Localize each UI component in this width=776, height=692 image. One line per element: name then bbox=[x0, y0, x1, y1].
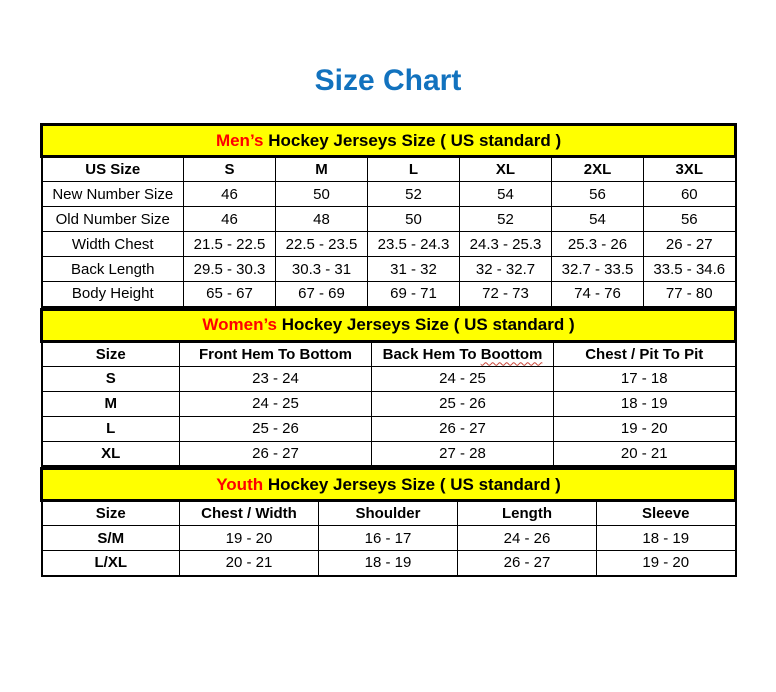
value-cell: 19 - 20 bbox=[180, 526, 319, 551]
value-cell: 18 - 19 bbox=[319, 551, 458, 576]
table-row bbox=[42, 207, 736, 232]
value-cell: 18 - 19 bbox=[554, 391, 736, 416]
column-header: Size bbox=[42, 501, 180, 526]
mens-size-table bbox=[40, 123, 737, 308]
row-label: S bbox=[42, 366, 180, 391]
value-cell: 52 bbox=[460, 207, 552, 232]
value-cell: 77 - 80 bbox=[644, 282, 736, 307]
value-cell: 26 - 27 bbox=[180, 441, 372, 466]
section-band bbox=[42, 309, 736, 341]
value-cell: 29.5 - 30.3 bbox=[184, 257, 276, 282]
column-header: L bbox=[368, 157, 460, 182]
value-cell: 32 - 32.7 bbox=[460, 257, 552, 282]
value-cell: 50 bbox=[276, 182, 368, 207]
value-cell: 20 - 21 bbox=[554, 441, 736, 466]
mens-size-section bbox=[40, 123, 734, 308]
column-header: US Size bbox=[42, 157, 184, 182]
value-cell: 17 - 18 bbox=[554, 366, 736, 391]
value-cell: 30.3 - 31 bbox=[276, 257, 368, 282]
column-header: Size bbox=[42, 341, 180, 366]
row-label: XL bbox=[42, 441, 180, 466]
value-cell: 25 - 26 bbox=[180, 416, 372, 441]
value-cell: 24.3 - 25.3 bbox=[460, 232, 552, 257]
value-cell: 24 - 26 bbox=[458, 526, 597, 551]
section-band-accent: Women’s bbox=[202, 315, 277, 334]
section-band-rest: Hockey Jerseys Size ( US standard ) bbox=[277, 315, 575, 334]
value-cell: 67 - 69 bbox=[276, 282, 368, 307]
value-cell: 54 bbox=[460, 182, 552, 207]
value-cell: 46 bbox=[184, 207, 276, 232]
column-header: Front Hem To Bottom bbox=[180, 341, 372, 366]
value-cell: 48 bbox=[276, 207, 368, 232]
value-cell: 52 bbox=[368, 182, 460, 207]
value-cell: 65 - 67 bbox=[184, 282, 276, 307]
column-header: Length bbox=[458, 501, 597, 526]
row-label: L/XL bbox=[42, 551, 180, 576]
page-title: Size Chart bbox=[314, 64, 462, 97]
value-cell: 19 - 20 bbox=[597, 551, 736, 576]
mens-table-body bbox=[42, 182, 736, 307]
column-header: 3XL bbox=[644, 157, 736, 182]
column-header: XL bbox=[460, 157, 552, 182]
table-row bbox=[42, 232, 736, 257]
column-header-row bbox=[42, 157, 736, 182]
youth-size-table bbox=[40, 467, 737, 577]
value-cell: 33.5 - 34.6 bbox=[644, 257, 736, 282]
value-cell: 24 - 25 bbox=[180, 391, 372, 416]
row-label: Old Number Size bbox=[42, 207, 184, 232]
value-cell: 18 - 19 bbox=[597, 526, 736, 551]
value-cell: 26 - 27 bbox=[458, 551, 597, 576]
value-cell: 60 bbox=[644, 182, 736, 207]
table-row bbox=[42, 182, 736, 207]
column-header: Sleeve bbox=[597, 501, 736, 526]
value-cell: 72 - 73 bbox=[460, 282, 552, 307]
column-header: 2XL bbox=[552, 157, 644, 182]
size-tables bbox=[40, 123, 734, 577]
section-band-accent: Youth bbox=[216, 474, 264, 494]
value-cell: 32.7 - 33.5 bbox=[552, 257, 644, 282]
value-cell: 24 - 25 bbox=[372, 366, 554, 391]
value-cell: 56 bbox=[644, 207, 736, 232]
column-header: Back Hem To Boottom bbox=[372, 341, 554, 366]
table-row bbox=[42, 551, 736, 576]
row-label: Back Length bbox=[42, 257, 184, 282]
table-row bbox=[42, 526, 736, 551]
value-cell: 19 - 20 bbox=[554, 416, 736, 441]
table-row bbox=[42, 257, 736, 282]
table-row bbox=[42, 366, 736, 391]
section-band-row bbox=[42, 469, 736, 501]
value-cell: 46 bbox=[184, 182, 276, 207]
column-header: Chest / Width bbox=[180, 501, 319, 526]
value-cell: 23.5 - 24.3 bbox=[368, 232, 460, 257]
section-band-row bbox=[42, 309, 736, 341]
womens-table-body bbox=[42, 366, 736, 466]
row-label: Body Height bbox=[42, 282, 184, 307]
value-cell: 56 bbox=[552, 182, 644, 207]
value-cell: 54 bbox=[552, 207, 644, 232]
value-cell: 21.5 - 22.5 bbox=[184, 232, 276, 257]
column-header: M bbox=[276, 157, 368, 182]
table-row bbox=[42, 282, 736, 307]
youth-table-body bbox=[42, 526, 736, 576]
row-label: S/M bbox=[42, 526, 180, 551]
value-cell: 16 - 17 bbox=[319, 526, 458, 551]
row-label: M bbox=[42, 391, 180, 416]
misspelled-word: Boottom bbox=[480, 345, 543, 363]
womens-size-section bbox=[40, 308, 734, 468]
column-header-row bbox=[42, 341, 736, 366]
womens-size-table bbox=[40, 308, 737, 468]
column-header-row bbox=[42, 501, 736, 526]
column-header: S bbox=[184, 157, 276, 182]
value-cell: 27 - 28 bbox=[372, 441, 554, 466]
value-cell: 69 - 71 bbox=[368, 282, 460, 307]
value-cell: 25.3 - 26 bbox=[552, 232, 644, 257]
value-cell: 23 - 24 bbox=[180, 366, 372, 391]
value-cell: 22.5 - 23.5 bbox=[276, 232, 368, 257]
table-row bbox=[42, 416, 736, 441]
section-band-accent: Men’s bbox=[215, 130, 264, 150]
value-cell: 26 - 27 bbox=[372, 416, 554, 441]
row-label: L bbox=[42, 416, 180, 441]
section-band-row bbox=[42, 125, 736, 157]
value-cell: 20 - 21 bbox=[180, 551, 319, 576]
value-cell: 50 bbox=[368, 207, 460, 232]
value-cell: 74 - 76 bbox=[552, 282, 644, 307]
column-header: Chest / Pit To Pit bbox=[554, 341, 736, 366]
column-header: Shoulder bbox=[319, 501, 458, 526]
value-cell: 25 - 26 bbox=[372, 391, 554, 416]
value-cell: 31 - 32 bbox=[368, 257, 460, 282]
value-cell: 26 - 27 bbox=[644, 232, 736, 257]
row-label: New Number Size bbox=[42, 182, 184, 207]
table-row bbox=[42, 441, 736, 466]
table-row bbox=[42, 391, 736, 416]
row-label: Width Chest bbox=[42, 232, 184, 257]
section-band-rest: Hockey Jerseys Size ( US standard ) bbox=[263, 474, 561, 494]
section-band bbox=[42, 469, 736, 501]
section-band bbox=[42, 125, 736, 157]
section-band-rest: Hockey Jerseys Size ( US standard ) bbox=[263, 130, 562, 150]
youth-size-section bbox=[40, 467, 734, 577]
